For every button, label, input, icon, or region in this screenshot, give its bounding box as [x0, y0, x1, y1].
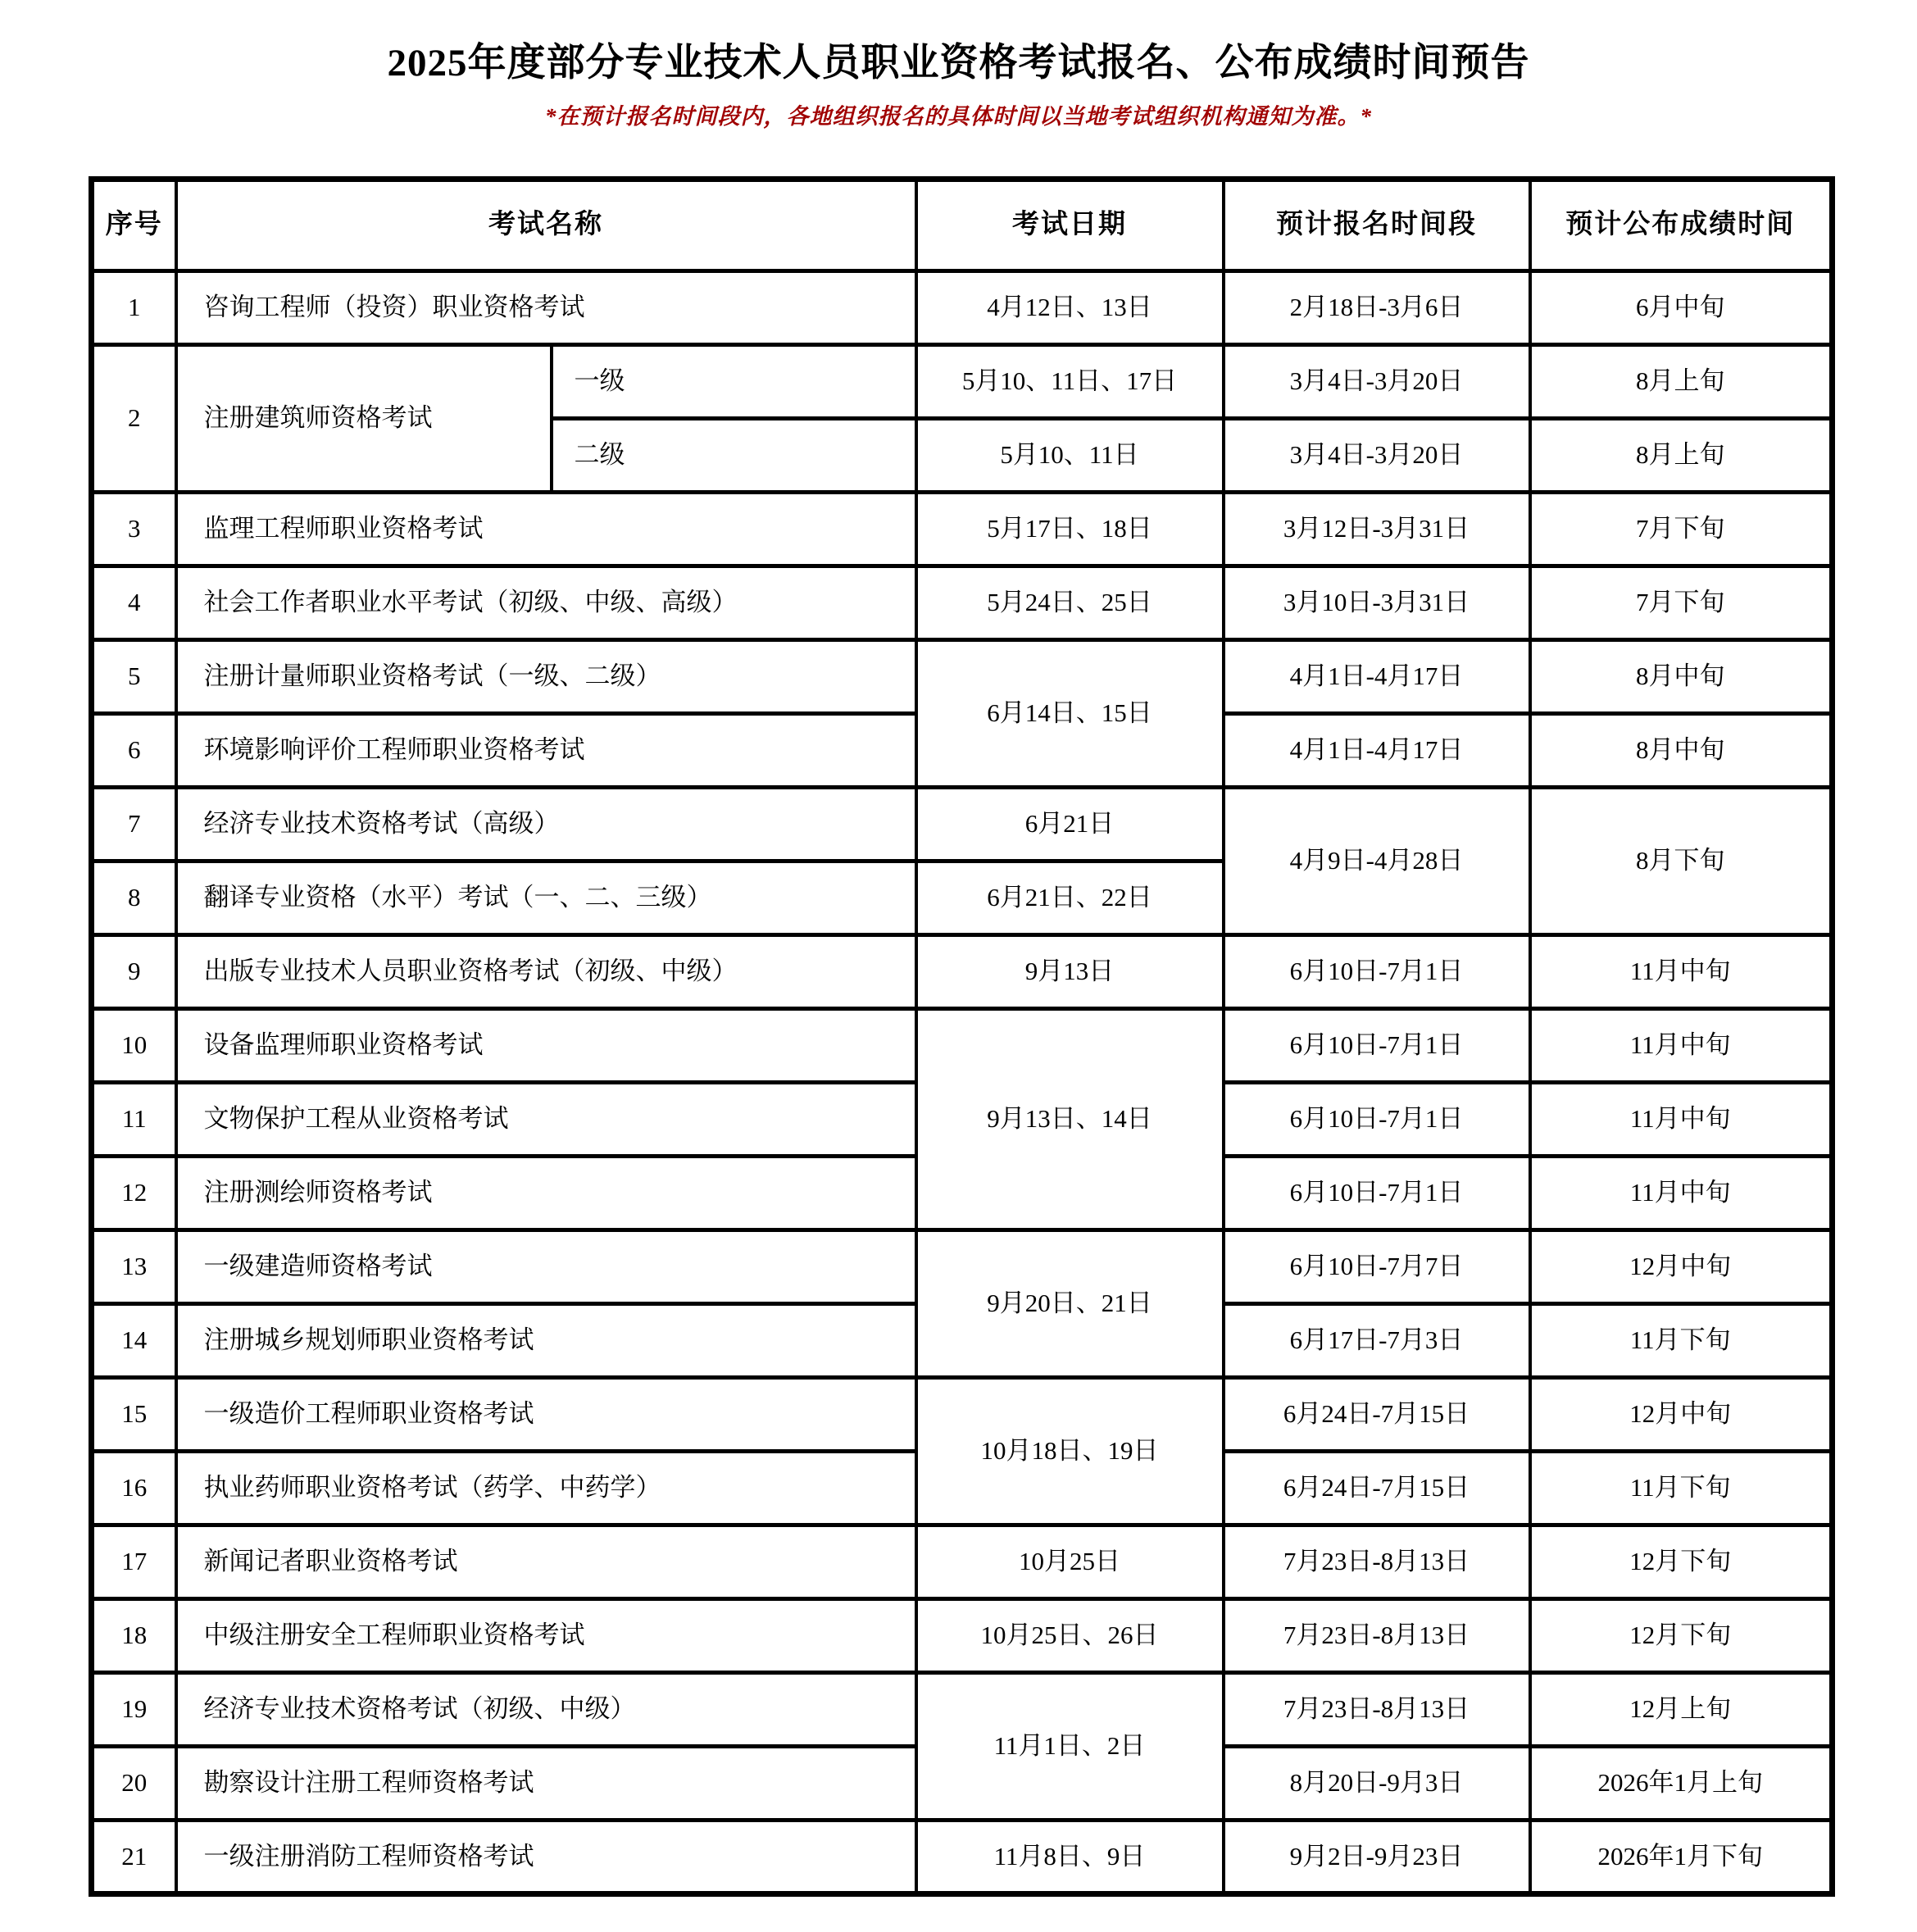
cell-no: 12: [92, 1157, 176, 1230]
table-row: [92, 640, 1833, 714]
cell-name: 设备监理师职业资格考试: [176, 1009, 916, 1083]
cell-date: 5月10、11日: [916, 419, 1224, 493]
cell-reg: 9月2日-9月23日: [1224, 1821, 1530, 1894]
header-cell: 预计报名时间段: [1224, 180, 1530, 271]
cell-result: 6月中旬: [1530, 271, 1833, 345]
cell-no: 18: [92, 1599, 176, 1673]
cell-result: 7月下旬: [1530, 493, 1833, 566]
cell-date: 9月13日、14日: [916, 1009, 1224, 1230]
cell-no: 13: [92, 1230, 176, 1304]
cell-no: 15: [92, 1378, 176, 1452]
cell-reg: 4月1日-4月17日: [1224, 640, 1530, 714]
table-row: [92, 1821, 1833, 1894]
table-row: [92, 1230, 1833, 1304]
cell-no: 3: [92, 493, 176, 566]
cell-no: 20: [92, 1747, 176, 1821]
cell-reg: 6月10日-7月7日: [1224, 1230, 1530, 1304]
cell-result: 11月中旬: [1530, 1009, 1833, 1083]
cell-reg: 6月10日-7月1日: [1224, 1083, 1530, 1157]
table-row: [92, 1525, 1833, 1599]
cell-reg: 3月4日-3月20日: [1224, 419, 1530, 493]
table-row: [92, 1378, 1833, 1452]
table-row: [92, 935, 1833, 1009]
notice-text: *在预计报名时间段内，各地组织报名的具体时间以当地考试组织机构通知为准。*: [545, 104, 1372, 130]
cell-date: 9月20日、21日: [916, 1230, 1224, 1378]
cell-no: 2: [92, 345, 176, 493]
cell-name: 经济专业技术资格考试（初级、中级）: [176, 1673, 916, 1747]
cell-reg: 7月23日-8月13日: [1224, 1525, 1530, 1599]
cell-date: 11月8日、9日: [916, 1821, 1224, 1894]
cell-result: 12月下旬: [1530, 1525, 1833, 1599]
cell-level: 一级: [552, 345, 916, 419]
cell-reg: 6月24日-7月15日: [1224, 1452, 1530, 1525]
cell-no: 6: [92, 714, 176, 788]
cell-result: 11月下旬: [1530, 1304, 1833, 1378]
cell-date: 5月17日、18日: [916, 493, 1224, 566]
table-header: [92, 180, 1833, 271]
cell-level: 二级: [552, 419, 916, 493]
cell-name: 注册测绘师资格考试: [176, 1157, 916, 1230]
cell-no: 4: [92, 566, 176, 640]
cell-result: 12月下旬: [1530, 1599, 1833, 1673]
table-row: [92, 1673, 1833, 1747]
cell-no: 16: [92, 1452, 176, 1525]
cell-date: 11月1日、2日: [916, 1673, 1224, 1821]
cell-no: 19: [92, 1673, 176, 1747]
table-row: [92, 1009, 1833, 1083]
cell-no: 11: [92, 1083, 176, 1157]
cell-date: 5月24日、25日: [916, 566, 1224, 640]
cell-no: 17: [92, 1525, 176, 1599]
cell-name: 执业药师职业资格考试（药学、中药学）: [176, 1452, 916, 1525]
table-row: [92, 566, 1833, 640]
cell-reg: 4月1日-4月17日: [1224, 714, 1530, 788]
cell-name: 一级注册消防工程师资格考试: [176, 1821, 916, 1894]
cell-name: 环境影响评价工程师职业资格考试: [176, 714, 916, 788]
cell-result: 8月中旬: [1530, 714, 1833, 788]
cell-date: 10月25日、26日: [916, 1599, 1224, 1673]
cell-reg: 6月10日-7月1日: [1224, 1157, 1530, 1230]
cell-result: 8月上旬: [1530, 419, 1833, 493]
cell-result: 8月下旬: [1530, 788, 1833, 935]
cell-date: 6月21日、22日: [916, 861, 1224, 935]
cell-no: 14: [92, 1304, 176, 1378]
header-cell: 序号: [92, 180, 176, 271]
cell-reg: 8月20日-9月3日: [1224, 1747, 1530, 1821]
cell-result: 8月上旬: [1530, 345, 1833, 419]
cell-name: 勘察设计注册工程师资格考试: [176, 1747, 916, 1821]
cell-result: 8月中旬: [1530, 640, 1833, 714]
table-body: [92, 271, 1833, 1894]
table-row: [92, 788, 1833, 861]
page-title: 2025年度部分专业技术人员职业资格考试报名、公布成绩时间预告: [387, 42, 1530, 84]
cell-reg: 4月9日-4月28日: [1224, 788, 1530, 935]
cell-date: 10月18日、19日: [916, 1378, 1224, 1525]
cell-reg: 3月10日-3月31日: [1224, 566, 1530, 640]
cell-date: 10月25日: [916, 1525, 1224, 1599]
cell-name: 注册城乡规划师职业资格考试: [176, 1304, 916, 1378]
cell-reg: 3月4日-3月20日: [1224, 345, 1530, 419]
cell-date: 6月21日: [916, 788, 1224, 861]
cell-result: 11月中旬: [1530, 1157, 1833, 1230]
cell-name: 新闻记者职业资格考试: [176, 1525, 916, 1599]
cell-result: 2026年1月下旬: [1530, 1821, 1833, 1894]
cell-reg: 7月23日-8月13日: [1224, 1673, 1530, 1747]
header-cell: 预计公布成绩时间: [1530, 180, 1833, 271]
cell-name: 翻译专业资格（水平）考试（一、二、三级）: [176, 861, 916, 935]
cell-no: 5: [92, 640, 176, 714]
header-cell: 考试名称: [176, 180, 916, 271]
cell-result: 2026年1月上旬: [1530, 1747, 1833, 1821]
cell-no: 10: [92, 1009, 176, 1083]
cell-reg: 3月12日-3月31日: [1224, 493, 1530, 566]
cell-no: 21: [92, 1821, 176, 1894]
table-row: [92, 1599, 1833, 1673]
cell-date: 4月12日、13日: [916, 271, 1224, 345]
cell-reg: 7月23日-8月13日: [1224, 1599, 1530, 1673]
cell-date: 5月10、11日、17日: [916, 345, 1224, 419]
cell-reg: 2月18日-3月6日: [1224, 271, 1530, 345]
cell-result: 11月中旬: [1530, 935, 1833, 1009]
cell-name: 一级建造师资格考试: [176, 1230, 916, 1304]
cell-reg: 6月10日-7月1日: [1224, 1009, 1530, 1083]
cell-name: 注册计量师职业资格考试（一级、二级）: [176, 640, 916, 714]
header-row: [92, 180, 1833, 271]
cell-result: 11月下旬: [1530, 1452, 1833, 1525]
cell-name: 经济专业技术资格考试（高级）: [176, 788, 916, 861]
cell-name: 监理工程师职业资格考试: [176, 493, 916, 566]
cell-reg: 6月24日-7月15日: [1224, 1378, 1530, 1452]
cell-name: 咨询工程师（投资）职业资格考试: [176, 271, 916, 345]
cell-name: 社会工作者职业水平考试（初级、中级、高级）: [176, 566, 916, 640]
header-cell: 考试日期: [916, 180, 1224, 271]
cell-name: 中级注册安全工程师职业资格考试: [176, 1599, 916, 1673]
exam-schedule-table: [89, 176, 1835, 1897]
cell-reg: 6月10日-7月1日: [1224, 935, 1530, 1009]
cell-name: 文物保护工程从业资格考试: [176, 1083, 916, 1157]
cell-reg: 6月17日-7月3日: [1224, 1304, 1530, 1378]
cell-no: 7: [92, 788, 176, 861]
cell-result: 7月下旬: [1530, 566, 1833, 640]
cell-name: 出版专业技术人员职业资格考试（初级、中级）: [176, 935, 916, 1009]
cell-date: 9月13日: [916, 935, 1224, 1009]
cell-result: 12月上旬: [1530, 1673, 1833, 1747]
cell-result: 12月中旬: [1530, 1230, 1833, 1304]
table-row: [92, 271, 1833, 345]
cell-no: 8: [92, 861, 176, 935]
cell-no: 1: [92, 271, 176, 345]
cell-result: 11月中旬: [1530, 1083, 1833, 1157]
cell-result: 12月中旬: [1530, 1378, 1833, 1452]
cell-date: 6月14日、15日: [916, 640, 1224, 788]
cell-name: 一级造价工程师职业资格考试: [176, 1378, 916, 1452]
cell-no: 9: [92, 935, 176, 1009]
table-row: [92, 345, 1833, 419]
cell-name: 注册建筑师资格考试: [176, 345, 552, 493]
table-row: [92, 493, 1833, 566]
